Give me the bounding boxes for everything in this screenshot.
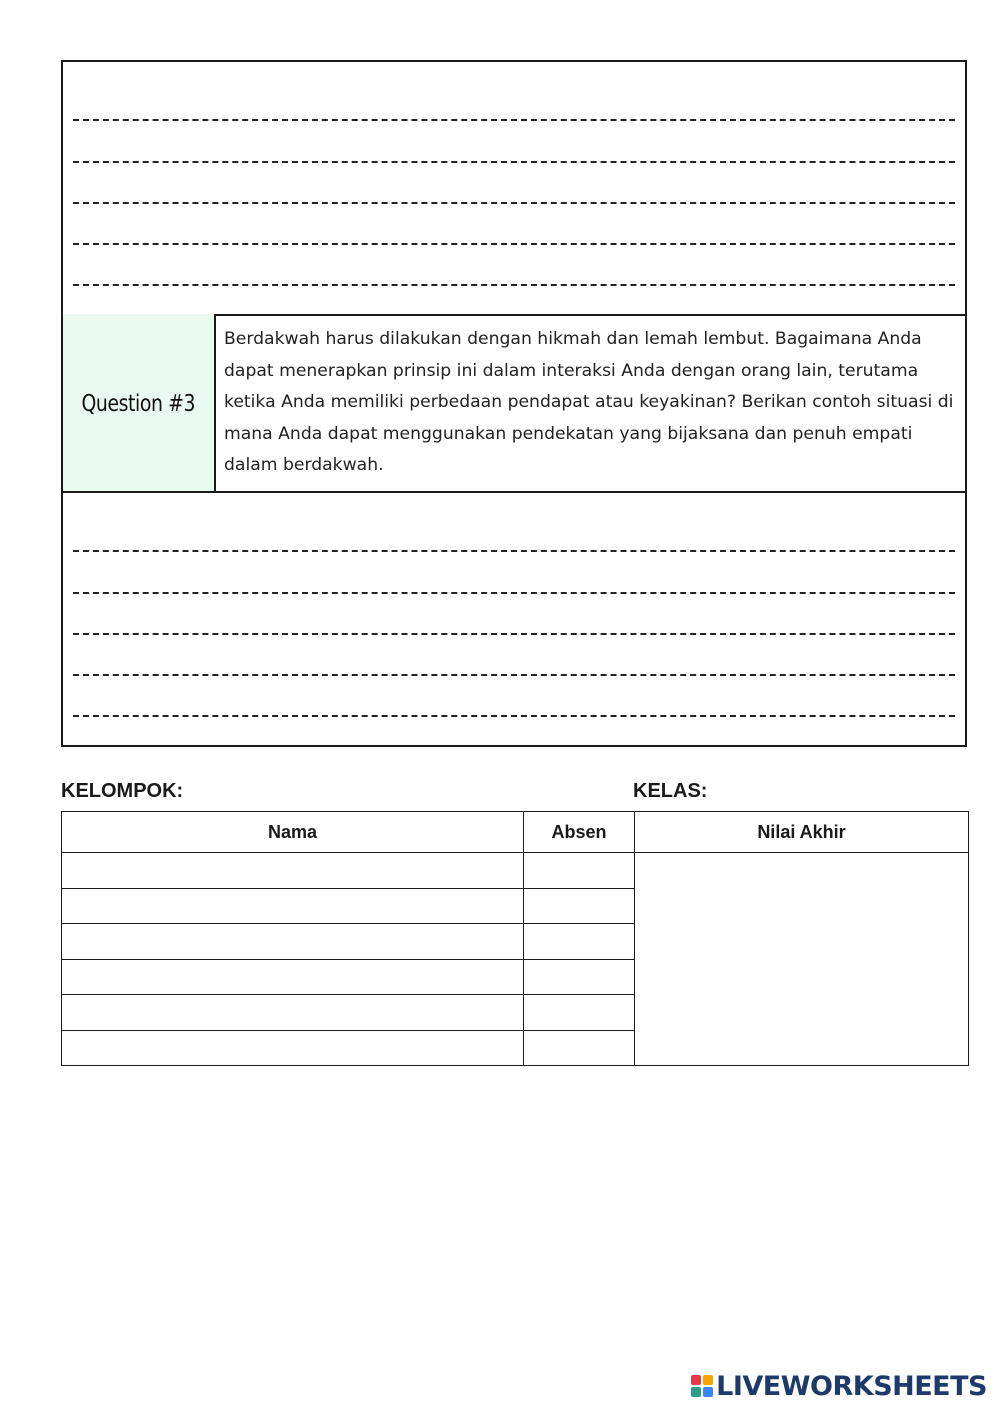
answer-line — [73, 592, 955, 594]
answer-line — [73, 202, 955, 204]
nama-cell[interactable] — [62, 888, 524, 924]
answer-line — [73, 633, 955, 635]
answer-line — [73, 715, 955, 717]
answer-area-previous[interactable] — [61, 60, 967, 316]
nama-cell[interactable] — [62, 1030, 524, 1066]
nama-cell[interactable] — [62, 924, 524, 960]
absen-cell[interactable] — [524, 924, 635, 960]
answer-line — [73, 119, 955, 121]
nama-cell[interactable] — [62, 995, 524, 1031]
absen-cell[interactable] — [524, 888, 635, 924]
absen-cell[interactable] — [524, 1030, 635, 1066]
table-row — [62, 853, 969, 889]
kelompok-label: KELOMPOK: — [61, 780, 184, 802]
answer-line — [73, 550, 955, 552]
question-label-cell — [63, 314, 216, 493]
header-absen: Absen — [524, 812, 635, 853]
absen-cell[interactable] — [524, 853, 635, 889]
header-nilai-akhir: Nilai Akhir — [635, 812, 969, 853]
absen-cell[interactable] — [524, 959, 635, 995]
logo-square — [703, 1387, 713, 1397]
answer-area-question-3[interactable] — [61, 491, 967, 747]
nama-cell[interactable] — [62, 959, 524, 995]
answer-line — [73, 161, 955, 163]
absen-cell[interactable] — [524, 995, 635, 1031]
group-table — [61, 811, 969, 1066]
question-number: Question #3 — [81, 390, 196, 417]
liveworksheets-logo — [691, 1369, 987, 1403]
answer-line — [73, 284, 955, 286]
table-header-row — [62, 812, 969, 853]
nilai-akhir-cell[interactable] — [635, 853, 969, 1066]
nama-cell[interactable] — [62, 853, 524, 889]
question-text: Berdakwah harus dilakukan dengan hikmah dan lemah lembut. Bagaimana Anda dapat menerapkan prinsip ini dalam interaksi Anda dengan orang lain, terutama ketika Anda memiliki perbedaan pendapat atau keyakinan? Berikan contoh situasi di mana Anda dapat menggunakan pendekatan yang bijaksana dan penuh empati dalam berdakwah. — [224, 329, 954, 476]
kelas-label: KELAS: — [633, 780, 708, 802]
logo-square — [703, 1375, 713, 1385]
logo-text: LIVEWORKSHEETS — [716, 1370, 987, 1402]
group-labels — [61, 780, 967, 808]
logo-mark-icon — [691, 1375, 713, 1397]
header-nama: Nama — [62, 812, 524, 853]
logo-square — [691, 1375, 701, 1385]
logo-square — [691, 1387, 701, 1397]
answer-line — [73, 243, 955, 245]
answer-line — [73, 674, 955, 676]
question-row — [61, 314, 967, 493]
